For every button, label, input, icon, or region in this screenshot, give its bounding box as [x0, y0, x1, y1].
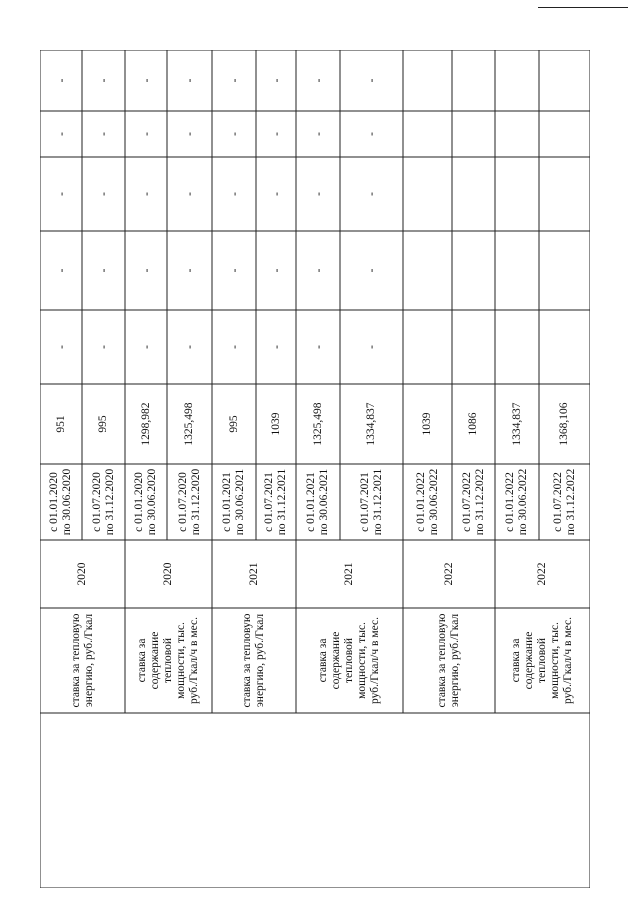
dash-cell: -	[364, 192, 378, 196]
value-cell: 1086	[467, 412, 479, 436]
row-label-2: ставка за содержание тепловой мощности, тыс. руб./Гкал/ч в мес.	[136, 617, 200, 704]
dash-cell: -	[364, 345, 378, 349]
period-cell: с 01.07.2021 по 31.12.2021	[358, 468, 384, 536]
dash-cell: -	[53, 132, 68, 136]
corner-mark	[538, 7, 628, 8]
row-label-3: ставка за тепловую энергию, руб./Гкал	[241, 613, 266, 708]
period-cell: с 01.01.2021 по 30.06.2021	[305, 468, 330, 536]
dash-cell: -	[268, 78, 283, 83]
period-cell: с 01.07.2021 по 31.12.2021	[263, 468, 288, 536]
dash-cell: -	[226, 78, 241, 83]
period-cell: с 01.01.2020 по 30.06.2020	[48, 468, 73, 536]
period-cell: с 01.01.2022 по 30.06.2022	[414, 468, 440, 536]
dash-cell: -	[96, 132, 110, 136]
dash-cell: -	[53, 78, 68, 83]
dash-cell: -	[138, 192, 153, 196]
dash-cell: -	[96, 78, 110, 83]
value-cell: 995	[97, 415, 109, 433]
dash-cell: -	[268, 345, 283, 349]
dash-cell: -	[96, 192, 110, 196]
dash-cell: -	[226, 268, 241, 273]
dash-cell: -	[364, 78, 378, 83]
dash-cell: -	[310, 268, 325, 273]
dash-cell: -	[226, 345, 241, 349]
value-cell: 995	[227, 415, 240, 433]
value-cell: 1368,106	[558, 402, 570, 446]
value-cell: 1325,498	[183, 402, 195, 446]
period-cell: с 01.01.2020 по 30.06.2020	[133, 468, 158, 536]
value-cell: 1298,982	[139, 402, 152, 446]
value-cell: 1334,837	[510, 402, 523, 446]
dash-cell: -	[310, 132, 325, 136]
dash-cell: -	[364, 268, 378, 273]
dash-cell: -	[268, 132, 283, 136]
dash-cell: -	[310, 78, 325, 83]
dash-cell: -	[226, 132, 241, 136]
dash-cell: -	[53, 268, 68, 273]
row-year-5: 2022	[442, 562, 455, 586]
value-cell: 951	[54, 415, 67, 433]
period-cell: с 01.07.2022 по 31.12.2022	[551, 468, 577, 536]
period-cell: с 01.07.2020 по 31.12.2020	[176, 468, 202, 536]
row-year-4: 2021	[343, 562, 355, 586]
row-year-2: 2020	[162, 562, 174, 586]
row-label-5: ставка за тепловую энергию, руб./Гкал	[436, 613, 461, 708]
dash-cell: -	[138, 345, 153, 349]
dash-cell: -	[182, 132, 196, 136]
value-cell: 1334,837	[365, 402, 377, 446]
value-cell: 1039	[269, 412, 282, 436]
row-label-4: ставка за содержание тепловой мощности, тыс. руб./Гкал/ч в мес.	[317, 617, 381, 704]
period-cell: с 01.07.2022 по 31.12.2022	[460, 468, 486, 536]
dash-cell: -	[138, 268, 153, 273]
dash-cell: -	[226, 192, 241, 196]
dash-cell: -	[53, 345, 68, 349]
dash-cell: -	[96, 345, 110, 349]
dash-cell: -	[310, 192, 325, 196]
dash-cell: -	[364, 132, 378, 136]
dash-cell: -	[310, 345, 325, 349]
value-cell: 1325,498	[311, 402, 324, 446]
period-cell: с 01.01.2021 по 30.06.2021	[221, 468, 246, 536]
dash-cell: -	[96, 268, 110, 273]
dash-cell: -	[53, 192, 68, 196]
row-year-6: 2022	[536, 562, 548, 586]
dash-cell: -	[182, 78, 196, 83]
row-year-3: 2021	[247, 562, 260, 586]
dash-cell: -	[268, 192, 283, 196]
period-cell: с 01.01.2022 по 30.06.2022	[504, 468, 529, 536]
rotated-tariff-table	[40, 50, 590, 888]
dash-cell: -	[138, 78, 153, 83]
period-cell: с 01.07.2020 по 31.12.2020	[90, 468, 116, 536]
dash-cell: -	[138, 132, 153, 136]
value-cell: 1039	[421, 412, 433, 436]
dash-cell: -	[182, 192, 196, 196]
dash-cell: -	[268, 268, 283, 273]
row-year-1: 2020	[76, 562, 88, 586]
dash-cell: -	[182, 268, 196, 273]
row-label-6: ставка за содержание тепловой мощности, тыс. руб./Гкал/ч в мес.	[510, 617, 574, 704]
dash-cell: -	[182, 345, 196, 349]
row-label-1: ставка за тепловую энергию, руб./Гкал	[69, 613, 95, 708]
